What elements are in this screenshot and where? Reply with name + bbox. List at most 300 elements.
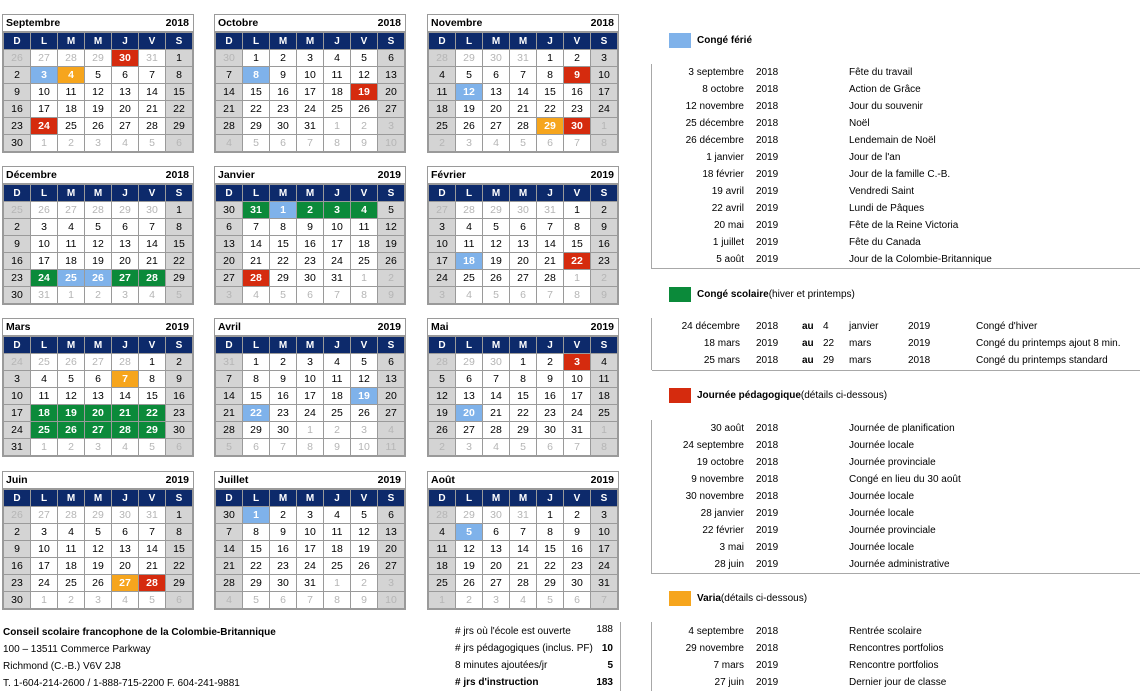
day-cell: 1	[564, 202, 591, 219]
day-cell: 2	[351, 575, 378, 592]
day-cell: 2	[4, 219, 31, 236]
legend-year: 2019	[756, 508, 779, 519]
day-cell: 28	[85, 202, 112, 219]
day-cell: 27	[483, 575, 510, 592]
day-cell: 15	[564, 236, 591, 253]
week-row	[4, 592, 193, 609]
day-cell: 7	[139, 67, 166, 84]
day-cell: 6	[112, 524, 139, 541]
day-cell: 26	[456, 118, 483, 135]
legend-year: 2018	[756, 457, 779, 468]
day-cell: 6	[112, 67, 139, 84]
weekday-header: L	[456, 185, 483, 202]
week-row	[216, 558, 405, 575]
day-cell: 13	[85, 388, 112, 405]
day-cell: 27	[378, 405, 405, 422]
month-calendar	[214, 471, 406, 610]
day-cell: 23	[537, 405, 564, 422]
day-cell: 13	[378, 524, 405, 541]
week-row	[216, 236, 405, 253]
legend-year: 2018	[756, 101, 779, 112]
day-cell: 12	[85, 236, 112, 253]
week-row	[216, 202, 405, 219]
day-cell: 5	[510, 439, 537, 456]
day-cell: 2	[429, 439, 456, 456]
weekday-header: M	[85, 185, 112, 202]
week-row	[4, 558, 193, 575]
day-cell: 8	[166, 219, 193, 236]
week-row	[216, 287, 405, 304]
legend-vertical-line	[651, 64, 652, 269]
day-cell: 31	[139, 50, 166, 67]
month-calendar	[427, 318, 619, 457]
day-cell: 4	[429, 524, 456, 541]
day-cell: 1	[537, 507, 564, 524]
day-cell: 25	[324, 558, 351, 575]
month-days-table	[215, 489, 405, 609]
day-cell: 18	[58, 558, 85, 575]
day-cell: 19	[429, 405, 456, 422]
day-cell: 31	[297, 118, 324, 135]
legend-date: 1 janvier	[706, 152, 744, 163]
legend-subtitle: (détails ci-dessous)	[800, 390, 888, 401]
day-cell: 26	[85, 575, 112, 592]
day-cell: 28	[58, 50, 85, 67]
day-cell: 4	[456, 219, 483, 236]
day-cell: 20	[378, 388, 405, 405]
day-cell: 28	[483, 422, 510, 439]
legend-row	[652, 675, 1132, 692]
day-cell: 7	[591, 592, 618, 609]
day-cell: 16	[270, 541, 297, 558]
legend-year: 2019	[756, 254, 779, 265]
day-cell: 30	[297, 270, 324, 287]
weekday-header: S	[378, 185, 405, 202]
weekday-header: D	[216, 185, 243, 202]
day-cell: 6	[243, 439, 270, 456]
weekday-header: M	[510, 33, 537, 50]
day-cell: 25	[591, 405, 618, 422]
stats-row	[455, 624, 617, 641]
legend-row	[652, 150, 1132, 167]
weekday-header: L	[456, 337, 483, 354]
legend-title-pedagogique	[669, 388, 887, 403]
day-cell: 23	[270, 405, 297, 422]
day-cell: 12	[483, 236, 510, 253]
legend-year: 2019	[756, 542, 779, 553]
day-cell: 21	[537, 253, 564, 270]
day-cell: 6	[378, 507, 405, 524]
weekday-header: V	[351, 337, 378, 354]
legend-date: 24 décembre	[681, 321, 740, 332]
day-cell: 7	[216, 524, 243, 541]
weekday-header: S	[591, 185, 618, 202]
weekday-header: J	[537, 33, 564, 50]
day-cell: 26	[378, 253, 405, 270]
day-cell: 19	[85, 558, 112, 575]
legend-label: Jour de l'an	[849, 152, 901, 163]
month-name: Avril	[218, 321, 241, 333]
legend-swatch-varia	[669, 591, 691, 606]
day-cell: 23	[166, 405, 193, 422]
day-cell: 15	[166, 541, 193, 558]
weekday-header: M	[58, 33, 85, 50]
day-cell: 9	[4, 236, 31, 253]
week-row	[4, 388, 193, 405]
day-cell-varia: 7	[112, 371, 139, 388]
legend-separator	[652, 370, 1140, 371]
month-days-table	[428, 32, 618, 152]
weekday-header: J	[112, 185, 139, 202]
day-cell-scol: 25	[31, 422, 58, 439]
day-cell: 15	[243, 541, 270, 558]
day-cell: 14	[216, 388, 243, 405]
weekday-header: M	[297, 490, 324, 507]
month-calendar	[2, 318, 194, 457]
day-cell: 5	[243, 135, 270, 152]
legend-date: 28 janvier	[700, 508, 744, 519]
week-row	[4, 405, 193, 422]
month-days-table	[3, 184, 193, 304]
day-cell: 1	[591, 118, 618, 135]
week-row	[4, 118, 193, 135]
weekday-header: S	[166, 185, 193, 202]
week-row	[4, 270, 193, 287]
week-row	[216, 101, 405, 118]
day-cell: 10	[378, 135, 405, 152]
weekday-header: D	[429, 33, 456, 50]
day-cell: 12	[456, 541, 483, 558]
day-cell: 16	[564, 541, 591, 558]
weekday-header: V	[139, 33, 166, 50]
day-cell-ferie: 12	[456, 84, 483, 101]
day-cell: 22	[166, 558, 193, 575]
day-cell: 6	[112, 219, 139, 236]
day-cell: 24	[429, 270, 456, 287]
day-cell: 23	[270, 558, 297, 575]
legend-year: 2018	[756, 321, 779, 332]
month-year: 2018	[590, 17, 614, 29]
week-row	[4, 135, 193, 152]
day-cell: 19	[85, 253, 112, 270]
day-cell: 28	[510, 118, 537, 135]
day-cell: 14	[139, 236, 166, 253]
day-cell: 6	[166, 592, 193, 609]
legend-year: 2019	[756, 338, 779, 349]
day-cell: 27	[58, 202, 85, 219]
legend-date: 27 juin	[714, 677, 744, 688]
day-cell: 29	[456, 354, 483, 371]
day-cell: 30	[4, 592, 31, 609]
day-cell: 28	[537, 270, 564, 287]
week-row	[4, 253, 193, 270]
day-cell: 21	[139, 101, 166, 118]
month-name: Décembre	[6, 169, 57, 181]
month-year: 2019	[165, 321, 189, 333]
legend-separator	[652, 268, 1140, 269]
day-cell: 6	[270, 135, 297, 152]
day-cell-ferie: 22	[243, 405, 270, 422]
day-cell: 14	[112, 388, 139, 405]
day-cell: 6	[537, 439, 564, 456]
day-cell: 25	[324, 405, 351, 422]
week-row	[216, 84, 405, 101]
legend-row	[652, 353, 1132, 370]
day-cell: 10	[297, 67, 324, 84]
day-cell: 9	[166, 371, 193, 388]
day-cell: 27	[456, 422, 483, 439]
week-row	[429, 388, 618, 405]
day-cell: 4	[324, 50, 351, 67]
day-cell: 13	[510, 236, 537, 253]
day-cell: 2	[4, 524, 31, 541]
day-cell: 12	[429, 388, 456, 405]
day-cell: 2	[429, 135, 456, 152]
weekday-header: V	[351, 490, 378, 507]
month-name: Juin	[6, 474, 28, 486]
weekday-header: V	[564, 185, 591, 202]
day-cell-varia: 27	[112, 575, 139, 592]
weekday-header: M	[270, 337, 297, 354]
month-name: Mai	[431, 321, 449, 333]
weekday-header: D	[216, 337, 243, 354]
weekday-header: L	[243, 185, 270, 202]
day-cell: 5	[483, 287, 510, 304]
day-cell: 3	[456, 439, 483, 456]
legend-year: 2018	[756, 626, 779, 637]
day-cell: 16	[564, 84, 591, 101]
day-cell: 8	[166, 524, 193, 541]
legend-label: Rentrée scolaire	[849, 626, 922, 637]
legend-end-day: 4	[823, 321, 829, 332]
day-cell: 4	[216, 135, 243, 152]
day-cell: 8	[564, 219, 591, 236]
day-cell-scol: 28	[112, 422, 139, 439]
day-cell: 27	[31, 50, 58, 67]
day-cell: 27	[483, 118, 510, 135]
legend-date: 19 avril	[711, 186, 744, 197]
weekday-header: M	[483, 33, 510, 50]
day-cell: 30	[216, 507, 243, 524]
day-cell: 16	[166, 388, 193, 405]
day-cell: 10	[591, 67, 618, 84]
month-days-table	[428, 184, 618, 304]
day-cell: 28	[510, 575, 537, 592]
legend-date: 19 octobre	[696, 457, 744, 468]
day-cell: 26	[4, 507, 31, 524]
day-cell: 3	[297, 354, 324, 371]
day-cell: 31	[510, 507, 537, 524]
day-cell: 10	[297, 524, 324, 541]
day-cell: 5	[510, 135, 537, 152]
legend-label: Fête de la Reine Victoria	[849, 220, 959, 231]
day-cell: 20	[510, 253, 537, 270]
legend-title-text: Journée pédagogique	[697, 390, 801, 401]
day-cell: 19	[456, 558, 483, 575]
weekday-header: M	[58, 185, 85, 202]
legend-label: Journée provinciale	[849, 525, 936, 536]
day-cell: 24	[4, 354, 31, 371]
day-cell: 9	[297, 219, 324, 236]
day-cell: 23	[270, 101, 297, 118]
day-cell: 16	[4, 101, 31, 118]
day-cell: 1	[139, 354, 166, 371]
weekday-header: M	[510, 337, 537, 354]
legend-year: 2019	[756, 525, 779, 536]
legend-label: Journée locale	[849, 440, 915, 451]
legend-end-year: 2019	[908, 321, 931, 332]
week-row	[216, 371, 405, 388]
legend-vertical-line	[651, 318, 652, 370]
legend-row	[652, 658, 1132, 675]
day-cell: 29	[510, 422, 537, 439]
week-row	[216, 388, 405, 405]
legend-label: Vendredi Saint	[849, 186, 915, 197]
legend-date: 5 août	[716, 254, 744, 265]
day-cell: 26	[85, 118, 112, 135]
day-cell: 17	[31, 558, 58, 575]
day-cell: 17	[564, 388, 591, 405]
legend-label: Lundi de Pâques	[849, 203, 925, 214]
legend-year: 2018	[756, 643, 779, 654]
legend-vertical-line	[651, 420, 652, 574]
day-cell: 11	[378, 439, 405, 456]
week-row	[429, 219, 618, 236]
day-cell: 2	[537, 354, 564, 371]
day-cell: 7	[483, 371, 510, 388]
day-cell: 5	[456, 67, 483, 84]
legend-label: Congé du printemps ajout 8 min.	[976, 338, 1121, 349]
month-days-table	[428, 489, 618, 609]
weekday-header: S	[591, 33, 618, 50]
day-cell: 10	[351, 439, 378, 456]
weekday-header: D	[429, 337, 456, 354]
month-year: 2019	[377, 169, 401, 181]
footer-phone: T. 1-604-214-2600 / 1-888-715-2200 F. 604-241-9881	[3, 678, 240, 689]
day-cell-peda: 30	[564, 118, 591, 135]
day-cell: 13	[216, 236, 243, 253]
day-cell: 2	[324, 422, 351, 439]
day-cell: 8	[510, 371, 537, 388]
day-cell: 2	[270, 50, 297, 67]
legend-year: 2018	[756, 440, 779, 451]
month-days-table	[428, 336, 618, 456]
day-cell: 4	[483, 135, 510, 152]
legend-date: 22 février	[702, 525, 744, 536]
weekday-header: V	[564, 337, 591, 354]
day-cell: 25	[429, 575, 456, 592]
day-cell: 18	[591, 388, 618, 405]
day-cell: 2	[166, 354, 193, 371]
day-cell: 26	[429, 422, 456, 439]
legend-date: 18 février	[702, 169, 744, 180]
month-name: Novembre	[431, 17, 483, 29]
legend-row	[652, 438, 1132, 455]
day-cell: 4	[112, 439, 139, 456]
legend-swatch-pedagogique	[669, 388, 691, 403]
day-cell: 30	[510, 202, 537, 219]
month-header	[215, 319, 405, 336]
legend-year: 2019	[756, 237, 779, 248]
day-cell-peda: 9	[564, 67, 591, 84]
legend-label: Jour du souvenir	[849, 101, 923, 112]
day-cell: 9	[4, 541, 31, 558]
day-cell: 13	[378, 67, 405, 84]
day-cell: 1	[243, 50, 270, 67]
day-cell: 2	[58, 135, 85, 152]
day-cell-ferie: 20	[456, 405, 483, 422]
day-cell: 8	[297, 439, 324, 456]
day-cell: 18	[58, 101, 85, 118]
day-cell: 21	[243, 253, 270, 270]
day-cell: 3	[216, 287, 243, 304]
weekday-header: J	[324, 33, 351, 50]
day-cell: 22	[510, 405, 537, 422]
month-name: Janvier	[218, 169, 255, 181]
legend-row	[652, 133, 1132, 150]
day-cell: 26	[31, 202, 58, 219]
legend-year: 2019	[756, 186, 779, 197]
day-cell: 11	[58, 236, 85, 253]
day-cell: 5	[85, 219, 112, 236]
legend-label: Journée locale	[849, 508, 915, 519]
day-cell: 6	[378, 354, 405, 371]
day-cell: 2	[378, 270, 405, 287]
day-cell: 30	[270, 422, 297, 439]
week-row	[429, 541, 618, 558]
day-cell: 18	[324, 388, 351, 405]
day-cell: 17	[297, 541, 324, 558]
day-cell: 17	[591, 541, 618, 558]
day-cell-ferie: 19	[351, 388, 378, 405]
day-cell: 5	[483, 219, 510, 236]
day-cell: 21	[139, 253, 166, 270]
day-cell: 9	[4, 84, 31, 101]
day-cell: 6	[166, 439, 193, 456]
weekday-header: J	[537, 337, 564, 354]
legend-date: 26 décembre	[685, 135, 744, 146]
day-cell-ferie: 25	[58, 270, 85, 287]
legend-title-text: Congé férié	[697, 35, 753, 46]
day-cell-peda: 30	[112, 50, 139, 67]
weekday-header: M	[270, 490, 297, 507]
day-cell-peda: 24	[31, 118, 58, 135]
month-year: 2018	[165, 17, 189, 29]
week-row	[429, 67, 618, 84]
day-cell: 15	[166, 236, 193, 253]
week-row	[429, 287, 618, 304]
day-cell: 2	[85, 287, 112, 304]
day-cell: 28	[216, 118, 243, 135]
day-cell: 30	[270, 118, 297, 135]
day-cell: 12	[351, 371, 378, 388]
legend-row	[652, 99, 1132, 116]
day-cell: 25	[31, 354, 58, 371]
legend-label: Congé en lieu du 30 août	[849, 474, 961, 485]
week-row	[429, 439, 618, 456]
week-row	[216, 541, 405, 558]
day-cell: 4	[112, 592, 139, 609]
day-cell: 28	[456, 202, 483, 219]
legend-year: 2018	[756, 84, 779, 95]
day-cell: 1	[537, 50, 564, 67]
month-days-table	[3, 489, 193, 609]
day-cell: 27	[112, 118, 139, 135]
day-cell: 6	[564, 592, 591, 609]
day-cell: 22	[537, 558, 564, 575]
day-cell-scol: 19	[58, 405, 85, 422]
day-cell: 29	[456, 50, 483, 67]
